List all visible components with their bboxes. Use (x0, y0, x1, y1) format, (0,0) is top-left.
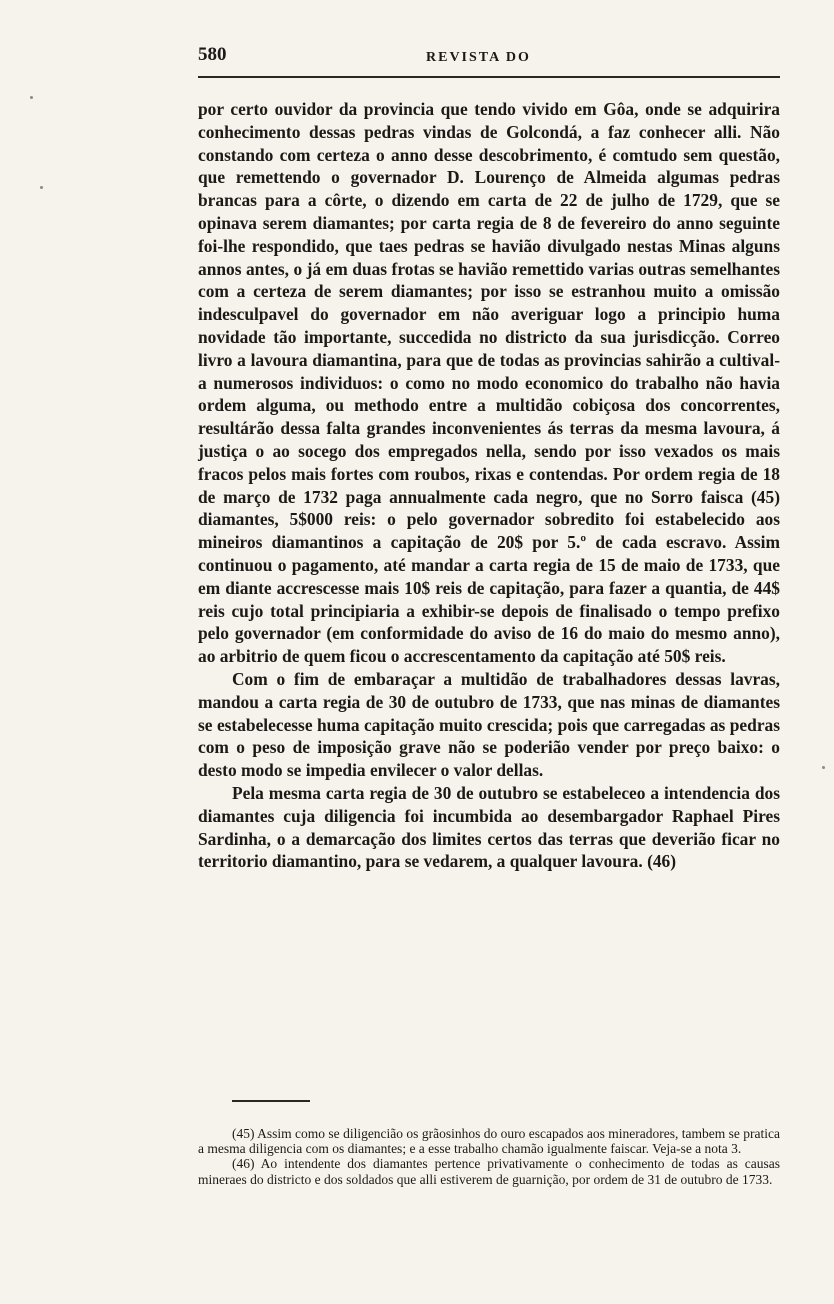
paper-speck (40, 186, 43, 189)
page-header (198, 44, 778, 74)
paper-speck (30, 96, 33, 99)
paragraph: Pela mesma carta regia de 30 de outubro se estabeleceo a intendencia dos diamantes cuja diligencia foi incumbida ao desembargador Raphael Pires Sardinha, o a demarcação dos limites certos das terras que deverião ficar no territorio diamantino, para se vedarem, a qualquer lavoura. (46) (198, 782, 780, 872)
main-text (198, 98, 780, 873)
header-rule (198, 76, 780, 78)
footnotes (198, 1126, 780, 1187)
paragraph: por certo ouvidor da provincia que tendo vivido em Gôa, onde se adquirira conhecimento dessas pedras vindas de Golcondá, a faz conhecer alli. Não constando com certeza o anno desse descobrimento, é comtudo sem questão, que remettendo o governador D. Lourenço de Almeida algumas pedras brancas para a côrte, o dizendo em carta de 22 de julho de 1729, que se opinava serem diamantes; por carta regia de 8 de fevereiro do anno seguinte foi-lhe respondido, que taes pedras se havião divulgado nestas Minas alguns annos antes, o já em duas frotas se havião remettido varias outras semelhantes com a certeza de serem diamantes; por isso se estranhou muito a omissão indesculpavel do governador em não averiguar logo a principio huma novidade tão importante, succedida no districto da sua jurisdicção. Correo livro a lavoura diamantina, para que de todas as provincias sahirão a cultival-a numerosos individuos: o como no modo economico do trabalho não havia ordem alguma, ou methodo entre a multidão cobiçosa dos concorrentes, resultárão dessa falta grandes inconvenientes ás terras da mesma lavoura, á justiça o ao socego dos empregados nella, sendo por isso vexados os mais fracos pelos mais fortes com roubos, rixas e contendas. Por ordem regia de 18 de março de 1732 paga annualmente cada negro, que no Sorro faisca (45) diamantes, 5$000 reis: o pelo governador sobredito foi estabelecido aos mineiros diamantinos a capitação de 20$ por 5.º de cada escravo. Assim continuou o pagamento, até mandar a carta regia de 15 de maio de 1733, que em diante accrescesse mais 10$ reis de capitação, para fazer a quantia, de 44$ reis cujo total principiaria a exhibir-se depois de finalisado o tempo prefixo pelo governador (em conformidade do aviso de 16 do maio do mesmo anno), ao arbitrio de quem ficou o accrescentamento da capitação até 50$ reis. (198, 99, 780, 667)
running-head: REVISTA DO (426, 50, 531, 65)
footnote: (46) Ao intendente dos diamantes pertence privativamente o conhecimento de todas as causas mineraes do districto e dos soldados que alli estiverem de guarnição, por ordem de 31 de outubro de 1733. (198, 1156, 780, 1187)
page-number: 580 (198, 44, 227, 65)
paragraph: Com o fim de embaraçar a multidão de trabalhadores dessas lavras, mandou a carta regia de 30 de outubro de 1733, que nas minas de diamantes se estabelecesse huma capitação muito crescida; pois que carregadas as pedras com o peso de imposição grave não se poderião vender por preço baixo: o desto modo se impedia envilecer o valor dellas. (198, 668, 780, 781)
footnote-separator (232, 1100, 310, 1102)
paper-speck (822, 766, 825, 769)
footnote: (45) Assim como se diligencião os grãosinhos do ouro escapados aos mineradores, tambem se pratica a mesma diligencia com os diamantes; e a esse trabalho chamão igualmente faiscar. Veja-se a nota 3. (198, 1126, 780, 1157)
